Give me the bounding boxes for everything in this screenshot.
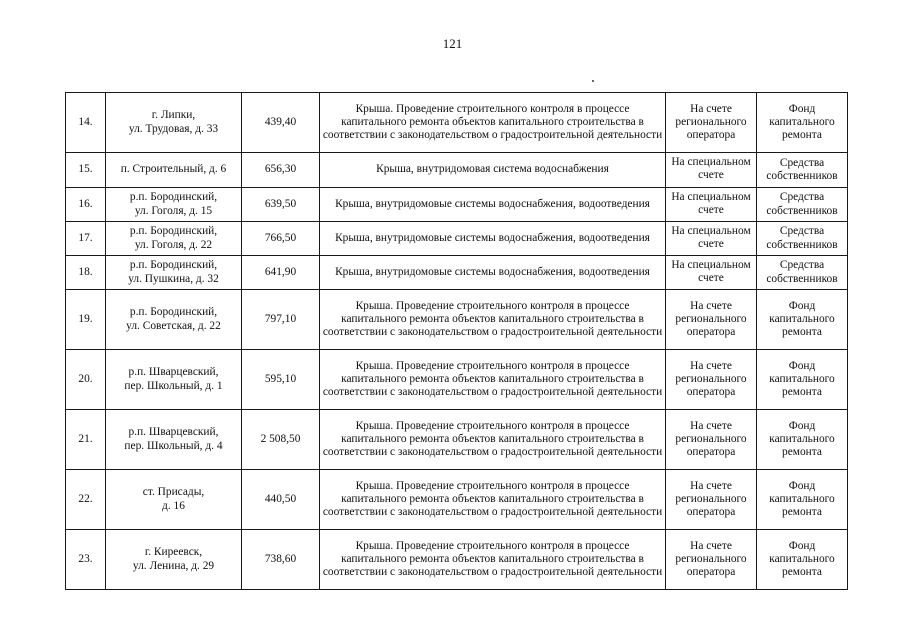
table-row bbox=[66, 470, 848, 530]
account-type-cell: На специальном счете bbox=[666, 188, 757, 222]
table-row bbox=[66, 530, 848, 590]
account-type-cell: На счете регионального оператора bbox=[666, 290, 757, 350]
address-line: п. Строительный, д. 6 bbox=[120, 163, 227, 176]
address-line: г. Киреевск, bbox=[144, 546, 203, 559]
account-type-cell: На счете регионального оператора bbox=[666, 470, 757, 530]
address-line: р.п. Бородинский, bbox=[129, 306, 218, 319]
work-description-cell: Крыша. Проведение строительного контроля в процессе капитального ремонта объектов капитального строительства в соответствии с законодательством о градостроительной деятельности bbox=[320, 350, 666, 410]
table-row bbox=[66, 93, 848, 153]
area-cell: 439,40 bbox=[242, 93, 320, 153]
address-line: ул. Трудовая, д. 33 bbox=[128, 122, 219, 135]
funding-source-cell: Фонд капитального ремонта bbox=[757, 530, 848, 590]
row-number: 16. bbox=[66, 188, 106, 222]
funding-source-cell: Средства собственников bbox=[757, 188, 848, 222]
funding-source-cell: Средства собственников bbox=[757, 153, 848, 188]
address-cell bbox=[106, 153, 242, 188]
account-type-cell: На счете регионального оператора bbox=[666, 530, 757, 590]
address-line: ул. Пушкина, д. 32 bbox=[128, 272, 219, 285]
funding-source-cell: Фонд капитального ремонта bbox=[757, 290, 848, 350]
address-cell bbox=[106, 470, 242, 530]
address-cell bbox=[106, 188, 242, 222]
area-cell: 641,90 bbox=[242, 256, 320, 290]
funding-source-cell: Средства собственников bbox=[757, 256, 848, 290]
address-line: ул. Гоголя, д. 22 bbox=[134, 238, 213, 251]
account-type-cell: На специальном счете bbox=[666, 256, 757, 290]
work-description-cell: Крыша. Проведение строительного контроля в процессе капитального ремонта объектов капитального строительства в соответствии с законодательством о градостроительной деятельности bbox=[320, 410, 666, 470]
row-number: 19. bbox=[66, 290, 106, 350]
area-cell: 440,50 bbox=[242, 470, 320, 530]
row-number: 22. bbox=[66, 470, 106, 530]
table-row bbox=[66, 290, 848, 350]
row-number: 21. bbox=[66, 410, 106, 470]
table-row bbox=[66, 256, 848, 290]
address-cell bbox=[106, 410, 242, 470]
work-description-cell: Крыша. Проведение строительного контроля в процессе капитального ремонта объектов капитального строительства в соответствии с законодательством о градостроительной деятельности bbox=[320, 530, 666, 590]
account-type-cell: На специальном счете bbox=[666, 153, 757, 188]
address-line: ул. Ленина, д. 29 bbox=[132, 559, 215, 572]
area-cell: 797,10 bbox=[242, 290, 320, 350]
area-cell: 595,10 bbox=[242, 350, 320, 410]
address-line: пер. Школьный, д. 1 bbox=[124, 379, 223, 392]
address-line: ул. Гоголя, д. 15 bbox=[134, 204, 213, 217]
address-cell bbox=[106, 530, 242, 590]
funding-source-cell: Фонд капитального ремонта bbox=[757, 470, 848, 530]
table-row bbox=[66, 410, 848, 470]
address-cell bbox=[106, 222, 242, 256]
address-line: р.п. Бородинский, bbox=[129, 225, 218, 238]
address-line: пер. Школьный, д. 4 bbox=[124, 439, 223, 452]
funding-source-cell: Фонд капитального ремонта bbox=[757, 93, 848, 153]
row-number: 23. bbox=[66, 530, 106, 590]
page-number: 121 bbox=[442, 36, 463, 51]
address-cell bbox=[106, 350, 242, 410]
address-line: р.п. Шварцевский, bbox=[128, 426, 219, 439]
row-number: 17. bbox=[66, 222, 106, 256]
funding-source-cell: Фонд капитального ремонта bbox=[757, 410, 848, 470]
area-cell: 639,50 bbox=[242, 188, 320, 222]
scan-speck bbox=[592, 80, 594, 82]
row-number: 14. bbox=[66, 93, 106, 153]
work-description-cell: Крыша. Проведение строительного контроля в процессе капитального ремонта объектов капитального строительства в соответствии с законодательством о градостроительной деятельности bbox=[320, 470, 666, 530]
funding-source-cell: Средства собственников bbox=[757, 222, 848, 256]
works-table bbox=[65, 92, 848, 590]
area-cell: 766,50 bbox=[242, 222, 320, 256]
address-line: г. Липки, bbox=[151, 109, 196, 122]
address-line: д. 16 bbox=[162, 499, 185, 512]
work-description-cell: Крыша, внутридомовые системы водоснабжения, водоотведения bbox=[320, 188, 666, 222]
address-cell bbox=[106, 93, 242, 153]
account-type-cell: На счете регионального оператора bbox=[666, 350, 757, 410]
area-cell: 656,30 bbox=[242, 153, 320, 188]
address-line: р.п. Бородинский, bbox=[129, 191, 218, 204]
table-row bbox=[66, 153, 848, 188]
address-cell bbox=[106, 256, 242, 290]
work-description-cell: Крыша. Проведение строительного контроля в процессе капитального ремонта объектов капитального строительства в соответствии с законодательством о градостроительной деятельности bbox=[320, 290, 666, 350]
account-type-cell: На счете регионального оператора bbox=[666, 93, 757, 153]
area-cell: 738,60 bbox=[242, 530, 320, 590]
address-line: ул. Советская, д. 22 bbox=[126, 319, 221, 332]
row-number: 15. bbox=[66, 153, 106, 188]
work-description-cell: Крыша. Проведение строительного контроля в процессе капитального ремонта объектов капитального строительства в соответствии с законодательством о градостроительной деятельности bbox=[320, 93, 666, 153]
address-line: р.п. Бородинский, bbox=[129, 259, 218, 272]
row-number: 18. bbox=[66, 256, 106, 290]
address-line: ст. Присады, bbox=[142, 486, 205, 499]
work-description-cell: Крыша, внутридомовая система водоснабжения bbox=[320, 153, 666, 188]
area-cell: 2 508,50 bbox=[242, 410, 320, 470]
work-description-cell: Крыша, внутридомовые системы водоснабжения, водоотведения bbox=[320, 256, 666, 290]
work-description-cell: Крыша, внутридомовые системы водоснабжения, водоотведения bbox=[320, 222, 666, 256]
account-type-cell: На специальном счете bbox=[666, 222, 757, 256]
address-cell bbox=[106, 290, 242, 350]
account-type-cell: На счете регионального оператора bbox=[666, 410, 757, 470]
table-row bbox=[66, 222, 848, 256]
works-table-body bbox=[66, 93, 848, 590]
funding-source-cell: Фонд капитального ремонта bbox=[757, 350, 848, 410]
address-line: р.п. Шварцевский, bbox=[128, 366, 219, 379]
table-row bbox=[66, 188, 848, 222]
row-number: 20. bbox=[66, 350, 106, 410]
table-row bbox=[66, 350, 848, 410]
